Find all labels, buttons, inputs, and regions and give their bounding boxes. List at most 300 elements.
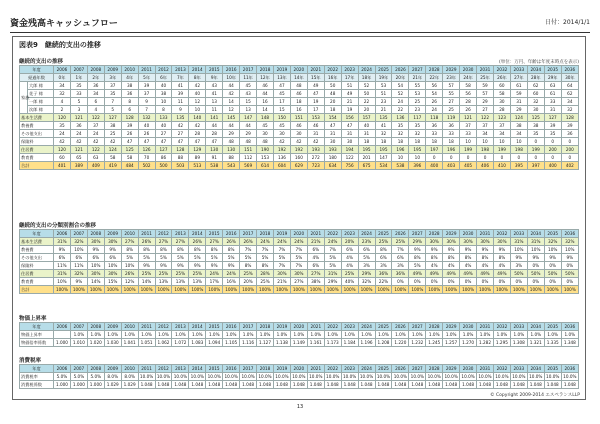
year-cell: 2020: [290, 230, 307, 238]
age-cell: 23: [375, 98, 392, 106]
age-cell: 55: [443, 90, 460, 98]
value-cell: 100%: [70, 286, 87, 294]
year-cell: 2027: [409, 230, 426, 238]
age-cell: 45: [240, 82, 257, 90]
value-cell: 28%: [257, 270, 274, 278]
value-cell: 1.0%: [273, 331, 290, 339]
value-cell: 1.072: [172, 339, 189, 347]
year-cell: 2023: [341, 365, 358, 373]
unit-note: (単位：万円、年齢は年度末時点を表示): [498, 60, 579, 65]
value-cell: 10: [510, 138, 527, 146]
value-cell: 26%: [240, 238, 257, 246]
value-cell: 4%: [341, 254, 358, 262]
value-cell: 156: [341, 114, 358, 122]
value-cell: 21%: [307, 238, 324, 246]
value-cell: 30: [257, 130, 274, 138]
value-cell: 31%: [54, 238, 71, 246]
value-cell: 10.0%: [173, 374, 188, 379]
value-cell: 91: [206, 154, 223, 162]
value-cell: 1.041: [121, 339, 138, 347]
value-cell: 122: [341, 154, 358, 162]
age-cell: 9: [138, 98, 155, 106]
value-cell: 27%: [206, 238, 223, 246]
value-cell: 100%: [290, 286, 307, 294]
value-cell: 10: [460, 138, 477, 146]
member-name: 大郎 様: [28, 82, 54, 90]
value-cell: 42: [104, 138, 121, 146]
value-cell: 0: [527, 154, 544, 162]
value-cell: 1.196: [358, 339, 375, 347]
value-cell: 24: [54, 130, 71, 138]
value-cell: 10.0%: [427, 374, 441, 379]
age-cell: 44: [257, 90, 274, 98]
value-cell: 0%: [510, 278, 527, 286]
value-cell: 31%: [54, 270, 71, 278]
table-row: [20, 254, 579, 262]
figure-panel: [12, 36, 586, 400]
value-cell: 127: [155, 146, 172, 154]
value-cell: 1.048: [240, 381, 257, 389]
value-cell: 3%: [358, 262, 375, 270]
age-cell: 26: [426, 98, 443, 106]
value-cell: 100%: [324, 286, 341, 294]
value-cell: 35: [392, 122, 409, 130]
age-cell: 45: [274, 90, 291, 98]
value-cell: 13%: [155, 278, 172, 286]
value-cell: 0%: [409, 278, 426, 286]
year-cell: 2036: [561, 365, 578, 373]
value-cell: 100%: [138, 286, 155, 294]
value-cell: 39: [544, 122, 561, 130]
year-cell: 2020: [290, 323, 307, 331]
value-cell: 1.000: [54, 381, 71, 389]
value-cell: 28年: [527, 74, 544, 82]
table-row: [20, 270, 579, 278]
value-cell: 47: [189, 138, 206, 146]
value-cell: 1.048: [358, 381, 375, 389]
value-cell: 32: [409, 130, 426, 138]
value-cell: 128: [121, 114, 138, 122]
age-cell: 34: [561, 98, 578, 106]
value-cell: 0%: [493, 278, 510, 286]
value-cell: 9%: [527, 254, 544, 262]
value-cell: 1.220: [392, 339, 409, 347]
value-cell: 86: [155, 154, 172, 162]
value-cell: 675: [358, 162, 375, 170]
value-cell: 0: [493, 154, 510, 162]
value-cell: 26: [121, 130, 138, 138]
value-cell: 32: [375, 130, 392, 138]
age-cell: 61: [544, 90, 561, 98]
age-cell: 57: [477, 90, 494, 98]
value-cell: 1.048: [257, 381, 274, 389]
value-cell: 5年: [138, 74, 155, 82]
year-cell: 2027: [409, 66, 426, 74]
value-cell: 14%: [138, 278, 155, 286]
value-cell: 0: [561, 154, 578, 162]
value-cell: 30%: [104, 238, 121, 246]
value-cell: 1.048: [273, 381, 290, 389]
age-cell: 49: [307, 82, 324, 90]
value-cell: 150: [274, 114, 291, 122]
value-cell: 136: [392, 114, 409, 122]
value-cell: 40: [155, 122, 172, 130]
year-cell: 2022: [324, 230, 341, 238]
year-cell: 2029: [443, 365, 460, 373]
value-cell: 5%: [290, 254, 307, 262]
table-row: [20, 262, 579, 270]
value-cell: 135: [375, 114, 392, 122]
value-cell: 10.0%: [546, 374, 560, 379]
value-cell: 44: [223, 122, 240, 130]
row-label: その他支出: [20, 130, 54, 138]
table-row: [20, 238, 579, 246]
value-cell: 1.048: [155, 381, 172, 389]
value-cell: 10.0%: [224, 374, 238, 379]
value-cell: 47: [155, 138, 172, 146]
value-cell: 47: [172, 138, 189, 146]
value-cell: 4%: [426, 262, 443, 270]
age-cell: 56: [460, 90, 477, 98]
value-cell: 27%: [172, 238, 189, 246]
value-cell: 121: [70, 146, 87, 154]
value-cell: 410: [493, 162, 510, 170]
year-cell: 2016: [223, 323, 240, 331]
value-cell: 30: [324, 138, 341, 146]
value-cell: 32%: [70, 238, 87, 246]
age-cell: 43: [206, 82, 223, 90]
age-cell: 23: [409, 106, 426, 114]
year-cell: 2012: [155, 365, 172, 373]
value-cell: 5%: [223, 254, 240, 262]
value-cell: 1.0%: [358, 331, 375, 339]
value-cell: 502: [138, 162, 155, 170]
value-cell: 37: [493, 122, 510, 130]
tax-table: [19, 364, 579, 389]
year-cell: 2011: [138, 323, 155, 331]
value-cell: 1.0%: [189, 331, 206, 339]
value-cell: 1.245: [426, 339, 443, 347]
value-cell: 50%: [527, 270, 544, 278]
value-cell: 63: [87, 154, 104, 162]
value-cell: 9%: [104, 246, 121, 254]
value-cell: 100%: [527, 286, 544, 294]
table-row: [20, 130, 579, 138]
value-cell: 120: [54, 146, 71, 154]
year-cell: 2006: [54, 230, 71, 238]
value-cell: 1.000: [70, 381, 87, 389]
year-cell: 2026: [392, 230, 409, 238]
value-cell: 35: [544, 130, 561, 138]
age-cell: 8: [121, 98, 138, 106]
value-cell: 31: [324, 130, 341, 138]
value-cell: 31: [307, 130, 324, 138]
year-cell: 2018: [257, 365, 274, 373]
value-cell: 1.0%: [460, 331, 477, 339]
value-cell: 484: [121, 162, 138, 170]
value-cell: 200: [561, 146, 578, 154]
value-cell: 27年: [510, 74, 527, 82]
year-cell: 2021: [307, 323, 324, 331]
value-cell: 10.0%: [139, 374, 154, 379]
age-cell: 2: [54, 106, 71, 114]
value-cell: 193: [307, 146, 324, 154]
year-cell: 2007: [70, 66, 87, 74]
value-cell: 1.232: [409, 339, 426, 347]
value-cell: 27%: [121, 238, 138, 246]
table-row: [20, 114, 579, 122]
value-cell: 4%: [341, 262, 358, 270]
value-cell: 30%: [443, 238, 460, 246]
year-cell: 2009: [104, 66, 121, 74]
year-cell: 2029: [443, 230, 460, 238]
age-cell: 40: [155, 82, 172, 90]
value-cell: 50%: [544, 270, 561, 278]
section-title-expenses: 継続的支出の推移: [19, 59, 64, 65]
value-cell: 190: [257, 146, 274, 154]
age-cell: 50: [324, 82, 341, 90]
age-cell: 47: [307, 90, 324, 98]
value-cell: 6年: [155, 74, 172, 82]
value-cell: 400: [544, 162, 561, 170]
value-cell: 117: [409, 114, 426, 122]
year-cell: 2024: [358, 230, 375, 238]
value-cell: 1.0%: [426, 331, 443, 339]
value-cell: 15年: [307, 74, 324, 82]
value-cell: 47: [324, 122, 341, 130]
value-cell: 30: [290, 130, 307, 138]
value-cell: 0: [460, 154, 477, 162]
table-row: [20, 331, 579, 339]
year-cell: 2016: [223, 66, 240, 74]
age-cell: 21: [341, 98, 358, 106]
value-cell: 10.0%: [561, 373, 578, 381]
value-cell: 46: [307, 122, 324, 130]
age-cell: 54: [426, 90, 443, 98]
year-cell: 2010: [121, 365, 138, 373]
year-cell: 2025: [375, 365, 392, 373]
age-cell: 31: [510, 98, 527, 106]
value-cell: 135: [172, 114, 189, 122]
value-cell: 10.0%: [393, 374, 408, 379]
copyright-text: © Copyright 2009-2014 エスペランスLLP: [490, 393, 580, 398]
value-cell: 42: [54, 138, 71, 146]
value-cell: 26%: [189, 238, 206, 246]
value-cell: 100%: [240, 286, 257, 294]
value-cell: 42: [172, 122, 189, 130]
value-cell: 9%: [426, 246, 443, 254]
value-cell: 7%: [290, 246, 307, 254]
value-cell: 148: [257, 114, 274, 122]
value-cell: 18: [426, 138, 443, 146]
value-cell: 513: [189, 162, 206, 170]
value-cell: 198: [510, 146, 527, 154]
value-cell: 0%: [544, 262, 561, 270]
year-cell: 2021: [307, 230, 324, 238]
value-cell: 8%: [189, 246, 206, 254]
row-label: 住居費: [20, 270, 54, 278]
value-cell: 10.0%: [512, 374, 526, 379]
value-cell: 1.149: [290, 339, 307, 347]
value-cell: 122: [87, 114, 104, 122]
value-cell: 17%: [206, 278, 223, 286]
table-row: [20, 286, 579, 294]
age-cell: 36: [121, 90, 138, 98]
value-cell: 0%: [527, 278, 544, 286]
value-cell: 723: [307, 162, 324, 170]
year-cell: 2011: [138, 365, 155, 373]
value-cell: 18: [375, 138, 392, 146]
value-cell: 0: [443, 154, 460, 162]
value-cell: 5%: [172, 254, 189, 262]
age-cell: 20: [358, 106, 375, 114]
year-cell: 2013: [172, 365, 189, 373]
age-cell: 9: [172, 106, 189, 114]
value-cell: 195: [375, 146, 392, 154]
value-cell: 10%: [87, 262, 104, 270]
year-cell: 2029: [443, 66, 460, 74]
year-cell: 2028: [426, 66, 443, 74]
value-cell: 23%: [358, 238, 375, 246]
year-cell: 2032: [493, 66, 510, 74]
value-cell: 40%: [341, 278, 358, 286]
table-row: [20, 381, 579, 389]
age-cell: 63: [544, 82, 561, 90]
row-label: 基本生活費: [20, 238, 54, 246]
value-cell: 1.0%: [341, 331, 358, 339]
value-cell: 9%: [87, 246, 104, 254]
value-cell: 30%: [460, 238, 477, 246]
value-cell: 27: [172, 130, 189, 138]
row-label: 保険料: [20, 262, 54, 270]
value-cell: 49%: [460, 270, 477, 278]
value-cell: 1.321: [527, 339, 544, 347]
age-cell: 34: [87, 90, 104, 98]
value-cell: 1.048: [510, 381, 527, 389]
value-cell: 8%: [240, 262, 257, 270]
value-cell: 8%: [443, 254, 460, 262]
value-cell: 198: [477, 146, 494, 154]
value-cell: 124: [510, 114, 527, 122]
value-cell: 151: [290, 114, 307, 122]
value-cell: 1.030: [104, 339, 121, 347]
value-cell: 1.048: [189, 381, 206, 389]
value-cell: 100%: [375, 286, 392, 294]
value-cell: 8%: [460, 254, 477, 262]
value-cell: 26年: [493, 74, 510, 82]
value-cell: 1.173: [324, 339, 341, 347]
age-cell: 44: [223, 82, 240, 90]
year-header-row: [20, 66, 579, 74]
value-cell: 37: [87, 122, 104, 130]
age-cell: 58: [460, 82, 477, 90]
value-cell: 1.161: [307, 339, 324, 347]
value-cell: 196: [392, 146, 409, 154]
value-cell: 20%: [341, 238, 358, 246]
age-cell: 42: [223, 90, 240, 98]
year-cell: 2032: [493, 230, 510, 238]
year-cell: 2007: [70, 365, 87, 373]
age-cell: 12: [189, 98, 206, 106]
value-cell: 160: [290, 154, 307, 162]
value-cell: 147: [240, 114, 257, 122]
value-cell: 1.0%: [409, 331, 426, 339]
value-cell: 389: [70, 162, 87, 170]
value-cell: 4%: [477, 262, 494, 270]
value-cell: 10.0%: [342, 374, 357, 379]
year-cell: 2008: [87, 323, 104, 331]
value-cell: 11%: [70, 262, 87, 270]
value-cell: 130: [223, 146, 240, 154]
value-cell: 48: [257, 138, 274, 146]
value-cell: 1.048: [206, 381, 223, 389]
year-cell: 2006: [54, 66, 71, 74]
value-cell: 6%: [104, 254, 121, 262]
value-cell: 1.0%: [307, 331, 324, 339]
value-cell: 396: [409, 162, 426, 170]
value-cell: 5%: [206, 254, 223, 262]
value-cell: 9%: [544, 254, 561, 262]
value-cell: 15%: [104, 278, 121, 286]
value-cell: 534: [375, 162, 392, 170]
value-cell: 7%: [392, 246, 409, 254]
value-cell: 6%: [54, 254, 71, 262]
value-cell: 24: [70, 130, 87, 138]
value-cell: 34: [493, 130, 510, 138]
value-cell: 100%: [341, 286, 358, 294]
year-cell: 2006: [54, 323, 71, 331]
value-cell: 29%: [324, 278, 341, 286]
value-cell: 18: [409, 138, 426, 146]
value-cell: 37: [477, 122, 494, 130]
year-cell: 2030: [460, 66, 477, 74]
age-cell: 15: [274, 106, 291, 114]
age-cell: 42: [189, 82, 206, 90]
year-cell: 2021: [307, 365, 324, 373]
value-cell: 1.0%: [104, 331, 121, 339]
value-cell: 42: [87, 138, 104, 146]
year-cell: 2016: [223, 365, 240, 373]
value-cell: 26%: [223, 238, 240, 246]
value-cell: 48: [240, 138, 257, 146]
age-cell: 18: [290, 98, 307, 106]
age-cell: 7: [104, 98, 121, 106]
value-cell: 100%: [206, 286, 223, 294]
value-cell: 1.048: [561, 381, 578, 389]
row-label: 住居費: [20, 146, 54, 154]
age-cell: 53: [409, 90, 426, 98]
year-cell: 2025: [375, 230, 392, 238]
age-cell: 3: [70, 106, 87, 114]
age-cell: 36: [87, 82, 104, 90]
value-cell: 5%: [138, 254, 155, 262]
value-cell: 100%: [460, 286, 477, 294]
value-cell: 33: [460, 130, 477, 138]
value-cell: 5%: [358, 254, 375, 262]
value-cell: 8%: [477, 254, 494, 262]
value-cell: 1.048: [392, 381, 409, 389]
value-cell: 50%: [510, 270, 527, 278]
value-cell: 24%: [273, 238, 290, 246]
age-cell: 32: [54, 90, 71, 98]
year-cell: 2036: [561, 230, 578, 238]
year-cell: 2011: [138, 66, 155, 74]
age-cell: 61: [510, 82, 527, 90]
value-cell: 756: [341, 162, 358, 170]
value-cell: 1.0%: [544, 331, 561, 339]
value-cell: 10.0%: [410, 374, 424, 379]
value-cell: 19年: [375, 74, 392, 82]
